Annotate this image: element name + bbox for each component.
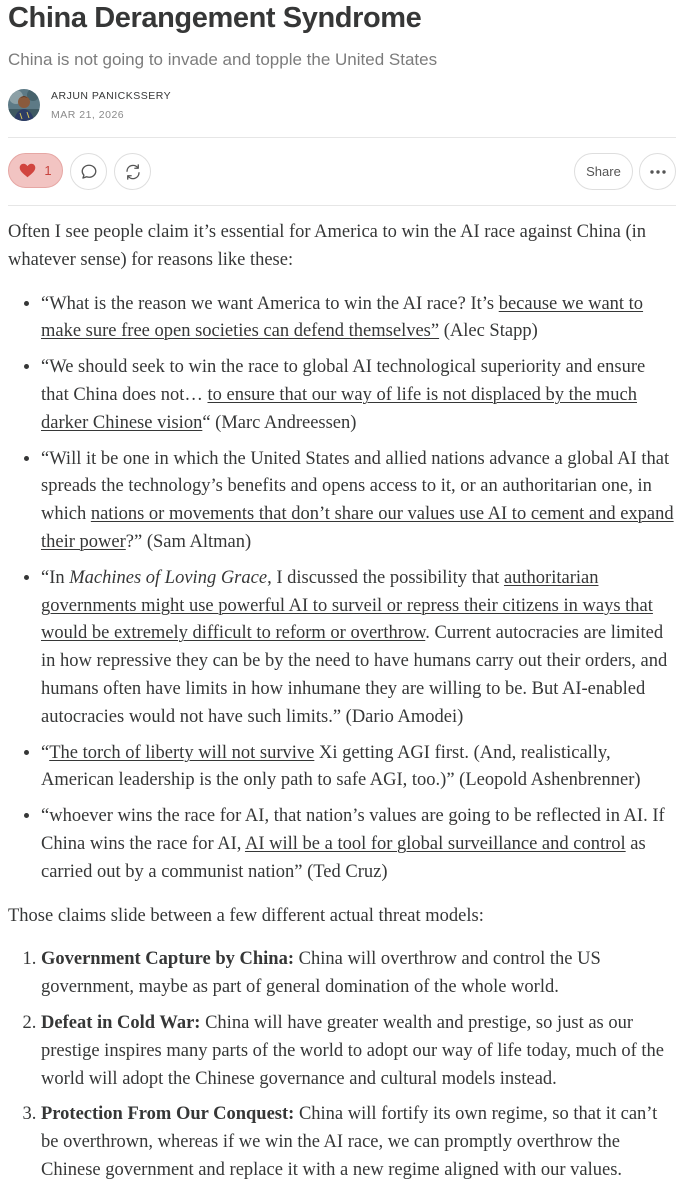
post-title: China Derangement Syndrome [8, 2, 422, 34]
quote-attribution: “ (Marc Andreessen) [202, 412, 357, 433]
comment-button[interactable] [70, 153, 107, 190]
quote-text: , I discussed the possibility that [267, 567, 504, 588]
author-name[interactable]: ARJUN PANICKSSERY [51, 89, 172, 102]
quote-link[interactable]: authoritarian governments might use powerful AI to surveil or repress their citizens in ways that would be extremely difficult to reform or overthrow [41, 567, 653, 644]
threat-term: Defeat in Cold War: [41, 1012, 201, 1033]
post-date: MAR 21, 2026 [51, 108, 125, 121]
comment-icon [80, 163, 98, 181]
quote-link[interactable]: The torch of liberty will not survive [49, 742, 315, 763]
book-title: Machines of Loving Grace [69, 567, 268, 588]
post-body [8, 219, 676, 1193]
list-item [41, 1101, 676, 1184]
threat-text: China will overthrow and control the US government, maybe as part of general domination of the whole world. [41, 949, 601, 998]
quote-attribution: . Current autocracies are limited in how repressive they can be by the need to have humans carry out their orders, and humans often have limits in how inhumane they are willing to be. But AI-enabled autocracies would not have such limits.” (Dario Amodei) [41, 623, 668, 727]
list-item [41, 740, 676, 796]
paragraph-intro: Often I see people claim it’s essential for America to win the AI race against China (in whatever sense) for reasons like these: [8, 222, 647, 270]
like-button[interactable] [8, 153, 63, 188]
quote-text: “whoever wins the race for AI, that nation’s values are going to be reflected in AI. If China wins the race for AI, [41, 806, 665, 854]
quote-link[interactable]: to ensure that our way of life is not displaced by the much darker Chinese vision [41, 384, 637, 433]
share-button[interactable]: Share [574, 153, 633, 190]
list-item [41, 354, 676, 437]
list-item [41, 446, 676, 557]
quote-link[interactable]: nations or movements that don’t share our values use AI to cement and expand their power [41, 504, 674, 552]
list-item [41, 565, 676, 732]
ellipsis-icon [649, 169, 667, 175]
divider [8, 205, 676, 206]
like-count: 1 [44, 163, 52, 178]
quote-text: “ [41, 742, 50, 763]
list-item [41, 803, 676, 886]
quote-text: “Will it be one in which the United States and allied nations advance a global AI that spreads the technology’s benefits and opens access to it, or an authoritarian one, in which [41, 448, 670, 525]
heart-icon [19, 163, 36, 178]
quote-attribution: as carried out by a communist nation” (Ted Cruz) [41, 833, 646, 882]
quote-link[interactable]: because we want to make sure free open societies can defend themselves” [41, 293, 644, 342]
quote-list [8, 291, 676, 887]
divider [8, 137, 676, 138]
list-item [41, 946, 676, 1002]
quote-attribution: ?” (Sam Altman) [125, 531, 252, 552]
avatar[interactable] [8, 89, 40, 121]
quote-link[interactable]: AI will be a tool for global surveillance and control [244, 833, 626, 854]
quote-attribution: (Alec Stapp) [439, 321, 538, 342]
post-subtitle: China is not going to invade and topple the United States [8, 50, 438, 69]
quote-attribution: Xi getting AGI first. (And, realistically, American leadership is the only path to safe AGI, too.)” (Leopold Ashenbrenner) [41, 742, 641, 791]
list-item [41, 1010, 676, 1093]
threat-term: Government Capture by China: [41, 949, 295, 970]
paragraph-threat-intro: Those claims slide between a few different actual threat models: [8, 905, 484, 926]
restack-icon [124, 163, 142, 181]
post-action-bar [8, 153, 676, 190]
quote-text: “In [41, 567, 70, 588]
restack-button[interactable] [114, 153, 151, 190]
threat-text: China will fortify its own regime, so that it can’t be overthrown, whereas if we win the AI race, we can promptly overthrow the Chinese government and replace it with a new regime aligned with our values. [41, 1104, 658, 1180]
quote-text: “What is the reason we want America to win the AI race? It’s [41, 293, 499, 314]
threat-text: China will have greater wealth and prestige, so just as our prestige inspires many parts of the world to adopt our way of life today, much of the world will adopt the Chinese governance and cultural models instead. [41, 1012, 665, 1089]
list-item [41, 291, 676, 347]
threat-list [8, 946, 676, 1184]
threat-term: Protection From Our Conquest: [41, 1104, 295, 1125]
byline [8, 88, 171, 122]
quote-text: “We should seek to win the race to global AI technological superiority and ensure that China does not… [41, 357, 646, 405]
more-options-button[interactable] [639, 153, 676, 190]
